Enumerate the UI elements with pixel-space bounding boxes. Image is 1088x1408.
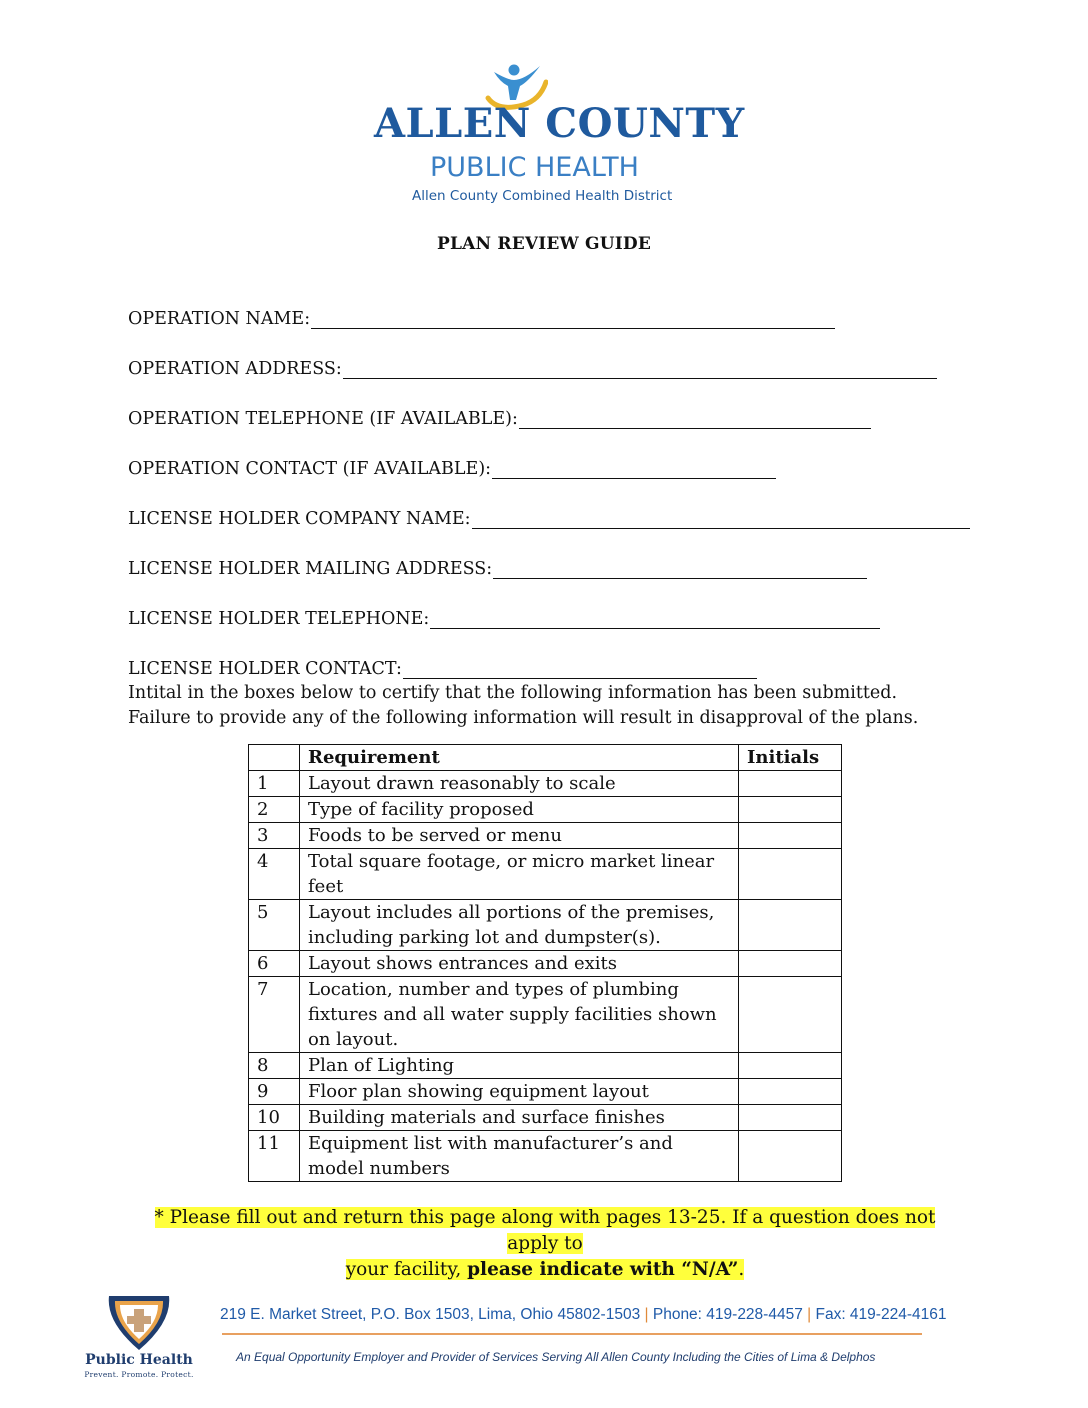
field-label: LICENSE HOLDER COMPANY NAME: [128, 509, 471, 529]
intro-line-1: Intital in the boxes below to certify that the following information has been submitted. [128, 683, 898, 703]
table-row [249, 977, 842, 1053]
initials-box[interactable] [739, 951, 842, 977]
operation-contact-input-line[interactable] [492, 458, 776, 479]
header-initials: Initials [739, 745, 842, 771]
footer-contact-line [220, 1306, 947, 1324]
field-label: LICENSE HOLDER CONTACT: [128, 659, 402, 679]
requirement-text: Foods to be served or menu [300, 823, 739, 849]
requirement-text: Location, number and types of plumbing fixtures and all water supply facilities shown on layout. [300, 977, 739, 1053]
footer-eeo-statement: An Equal Opportunity Employer and Provider of Services Serving All Allen County Including the Cities of Lima & Delphos [236, 1350, 876, 1364]
field-operation-name [128, 308, 835, 329]
separator: | [807, 1306, 812, 1323]
field-label: LICENSE HOLDER TELEPHONE: [128, 609, 430, 629]
initials-box[interactable] [739, 1131, 842, 1182]
requirement-number: 1 [249, 771, 300, 797]
table-row [249, 1105, 842, 1131]
initials-box[interactable] [739, 1079, 842, 1105]
requirement-text: Equipment list with manufacturer’s and model numbers [300, 1131, 739, 1182]
requirement-text: Building materials and surface finishes [300, 1105, 739, 1131]
logo-org-sub: PUBLIC HEALTH [430, 152, 639, 183]
return-instructions-note [130, 1205, 960, 1283]
footer-phone: Phone: 419-228-4457 [652, 1306, 803, 1323]
requirement-text: Total square footage, or micro market linear feet [300, 849, 739, 900]
field-license-company-name [128, 508, 970, 529]
requirement-number: 5 [249, 900, 300, 951]
requirements-table [248, 744, 842, 1182]
license-telephone-input-line[interactable] [430, 608, 880, 629]
requirement-text: Plan of Lighting [300, 1053, 739, 1079]
note-line-2-prefix: your facility, [345, 1259, 468, 1280]
header-requirement: Requirement [300, 745, 739, 771]
initials-box[interactable] [739, 900, 842, 951]
requirement-number: 9 [249, 1079, 300, 1105]
requirement-number: 3 [249, 823, 300, 849]
field-label: OPERATION CONTACT (IF AVAILABLE): [128, 459, 492, 479]
table-row [249, 1131, 842, 1182]
footer-address: 219 E. Market Street, P.O. Box 1503, Lima, Ohio 45802-1503 [220, 1306, 641, 1323]
table-header-row [249, 745, 842, 771]
field-license-telephone [128, 608, 880, 629]
table-row [249, 900, 842, 951]
license-mailing-address-input-line[interactable] [493, 558, 867, 579]
requirement-number: 11 [249, 1131, 300, 1182]
shield-cross-icon [84, 1292, 194, 1354]
initials-box[interactable] [739, 977, 842, 1053]
footer-divider [222, 1333, 922, 1335]
separator: | [644, 1306, 649, 1323]
requirement-number: 10 [249, 1105, 300, 1131]
table-row [249, 823, 842, 849]
table-row [249, 797, 842, 823]
allen-county-logo [370, 60, 745, 210]
logo-district-name: Allen County Combined Health District [412, 188, 673, 204]
footer-logo-text: Public Health [85, 1352, 193, 1368]
requirement-number: 6 [249, 951, 300, 977]
operation-telephone-input-line[interactable] [519, 408, 871, 429]
initials-box[interactable] [739, 1053, 842, 1079]
field-license-mailing-address [128, 558, 867, 579]
requirement-number: 7 [249, 977, 300, 1053]
table-row [249, 1079, 842, 1105]
initials-box[interactable] [739, 797, 842, 823]
intro-line-2: Failure to provide any of the following information will result in disapproval of the plans. [128, 708, 919, 728]
field-operation-telephone [128, 408, 871, 429]
requirement-number: 8 [249, 1053, 300, 1079]
requirement-number: 2 [249, 797, 300, 823]
note-line-2 [346, 1259, 745, 1280]
initials-box[interactable] [739, 849, 842, 900]
license-contact-input-line[interactable] [403, 658, 757, 679]
table-row [249, 849, 842, 900]
field-label: OPERATION TELEPHONE (IF AVAILABLE): [128, 409, 518, 429]
table-row [249, 951, 842, 977]
requirement-text: Layout shows entrances and exits [300, 951, 739, 977]
note-line-2-suffix: . [738, 1259, 745, 1280]
operation-name-input-line[interactable] [311, 308, 835, 329]
field-operation-address [128, 358, 937, 379]
header-number [249, 745, 300, 771]
operation-address-input-line[interactable] [343, 358, 937, 379]
field-label: LICENSE HOLDER MAILING ADDRESS: [128, 559, 493, 579]
table-row [249, 1053, 842, 1079]
logo-org-name: ALLEN COUNTY [374, 100, 745, 147]
license-company-name-input-line[interactable] [472, 508, 970, 529]
requirement-text: Layout drawn reasonably to scale [300, 771, 739, 797]
initials-box[interactable] [739, 1105, 842, 1131]
requirement-text: Floor plan showing equipment layout [300, 1079, 739, 1105]
initials-box[interactable] [739, 771, 842, 797]
public-health-logo [84, 1292, 204, 1388]
note-line-2-bold: please indicate with “N/A” [467, 1259, 739, 1280]
note-line-1: * Please fill out and return this page along with pages 13-25. If a question does not apply to [154, 1207, 936, 1254]
table-row [249, 771, 842, 797]
field-operation-contact [128, 458, 776, 479]
field-label: OPERATION NAME: [128, 309, 311, 329]
field-label: OPERATION ADDRESS: [128, 359, 342, 379]
requirement-text: Layout includes all portions of the premises, including parking lot and dumpster(s). [300, 900, 739, 951]
page-title: PLAN REVIEW GUIDE [437, 234, 651, 254]
requirement-number: 4 [249, 849, 300, 900]
footer-logo-tagline: Prevent. Promote. Protect. [84, 1370, 194, 1379]
initials-box[interactable] [739, 823, 842, 849]
footer-fax: Fax: 419-224-4161 [815, 1306, 947, 1323]
requirement-text: Type of facility proposed [300, 797, 739, 823]
field-license-contact [128, 658, 757, 679]
